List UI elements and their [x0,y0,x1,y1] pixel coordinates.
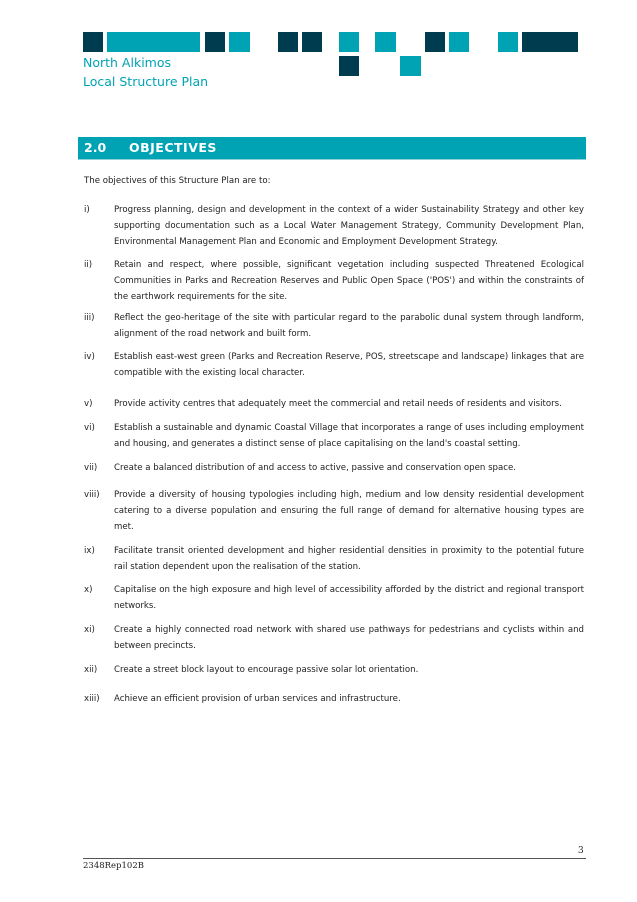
objective-item [84,257,584,305]
document-reference: 2348Rep102B [83,861,144,871]
objective-number: v) [84,399,93,409]
objective-text: Establish a sustainable and dynamic Coastal Village that incorporates a range of uses including employment and housing, and generates a distinct sense of place capitalising on the land's coastal setting. [114,423,584,449]
objective-text: Create a street block layout to encourage passive solar lot orientation. [114,665,419,675]
objective-number: xiii) [84,694,100,704]
objective-number: i) [84,205,90,215]
page-number: 3 [578,846,584,856]
objective-number: ii) [84,260,93,270]
section-title: OBJECTIVES [129,140,217,155]
objective-item [84,310,584,342]
objective-text: Facilitate transit oriented development and higher residential densities in proximity to the potential future rail station dependent upon the realisation of the station. [114,546,584,572]
objective-text: Provide a diversity of housing typologies including high, medium and low density residential development catering to a diverse population and ensuring the full range of demand for alternative housing types are met. [114,490,584,532]
section-heading [78,137,586,160]
objective-text: Establish east-west green (Parks and Recreation Reserve, POS, streetscape and landscape) linkages that are compatible with the existing local character. [114,352,584,378]
objective-item [84,420,584,452]
objective-number: iv) [84,352,95,362]
objective-item [84,691,584,707]
objective-item [84,396,584,412]
objective-item [84,582,584,614]
objective-number: vii) [84,463,98,473]
objective-text: Progress planning, design and development in the context of a wider Sustainability Strategy and other key supporting documentation such as a Local Water Management Strategy, Community Development Plan, Environmental Management Plan and Economic and Employment Development Strategy. [114,205,584,247]
objective-item [84,662,584,678]
intro-text: The objectives of this Structure Plan are to: [84,176,271,186]
objective-item [84,622,584,654]
objective-text: Retain and respect, where possible, significant vegetation including suspected Threatened Ecological Communities in Parks and Recreation Reserves and Public Open Space ('POS') and within the constraints of the earthwork requirements for the site. [114,260,584,302]
brand-line-1: North Alkimos [83,55,172,70]
objective-text: Create a balanced distribution of and access to active, passive and conservation open space. [114,463,517,473]
objective-item [84,460,584,476]
objective-number: viii) [84,490,100,500]
objective-number: xii) [84,665,98,675]
objective-number: iii) [84,313,95,323]
objective-number: vi) [84,423,95,433]
objective-item [84,349,584,381]
objective-item [84,202,584,250]
objective-number: ix) [84,546,95,556]
objective-text: Achieve an efficient provision of urban services and infrastructure. [114,694,401,704]
footer-divider [83,858,586,859]
objective-number: xi) [84,625,95,635]
objective-text: Provide activity centres that adequately meet the commercial and retail needs of residents and visitors. [114,399,562,409]
objective-text: Capitalise on the high exposure and high level of accessibility afforded by the district and regional transport networks. [114,585,584,611]
objective-text: Create a highly connected road network with shared use pathways for pedestrians and cyclists within and between precincts. [114,625,584,651]
objective-text: Reflect the geo-heritage of the site with particular regard to the parabolic dunal system through landform, alignment of the road network and built form. [114,313,584,339]
objective-item [84,487,584,535]
objective-number: x) [84,585,93,595]
section-number: 2.0 [84,140,107,155]
objective-item [84,543,584,575]
brand-line-2: Local Structure Plan [83,74,209,89]
